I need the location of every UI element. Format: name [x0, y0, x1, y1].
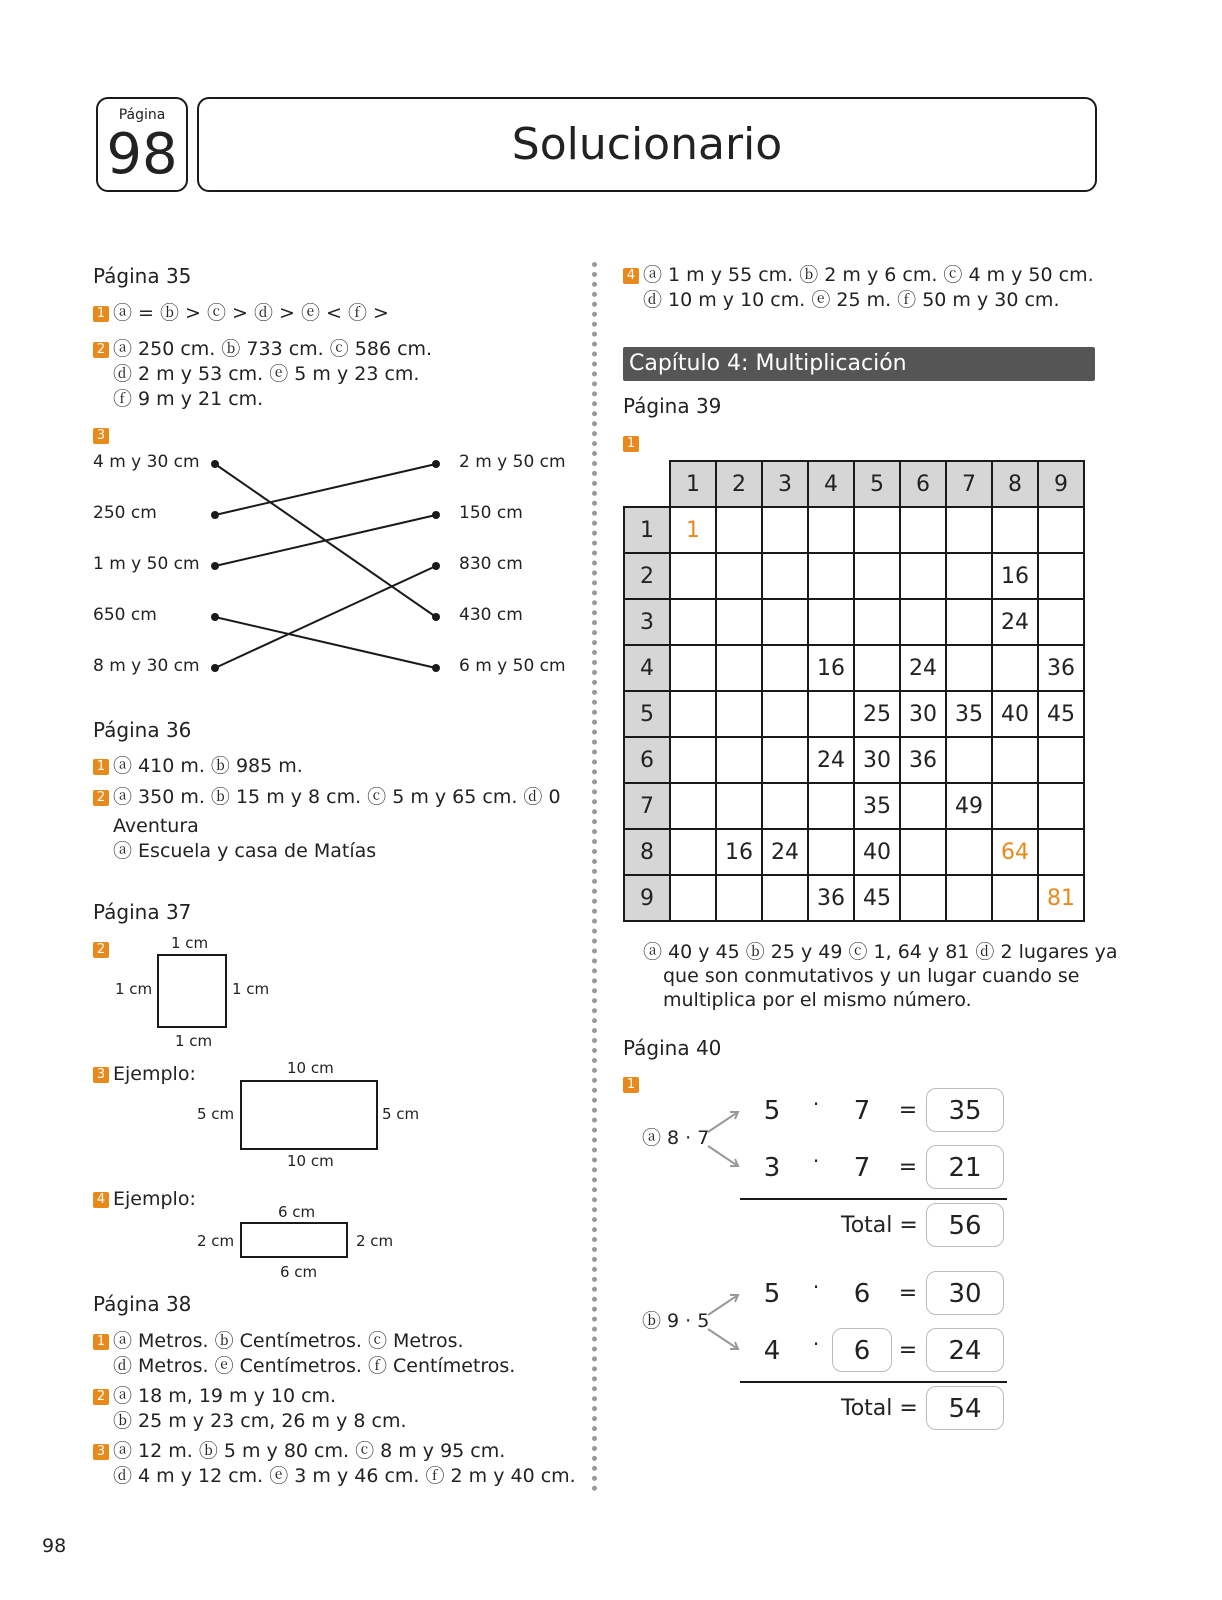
p39-answer-line2: que son conmutativos y un lugar cuando se — [663, 965, 1080, 987]
table-cell — [670, 783, 716, 829]
p38-q1-line2: ⓓ Metros. ⓔ Centímetros. ⓕ Centímetros. — [113, 1355, 516, 1377]
table-cell — [762, 737, 808, 783]
aventura-label: Aventura — [113, 815, 199, 837]
p38-q2-line2: ⓑ 25 m y 23 cm, 26 m y 8 cm. — [113, 1410, 407, 1432]
p37-q4 — [93, 1188, 196, 1210]
table-cell — [716, 691, 762, 737]
table-row — [624, 829, 1084, 875]
p39-answer-line1: ⓐ 40 y 45 ⓑ 25 y 49 ⓒ 1, 64 y 81 ⓓ 2 lugares ya — [643, 941, 1118, 963]
table-cell: 30 — [900, 691, 946, 737]
table-cell — [716, 553, 762, 599]
a-row1-dot: · — [812, 1092, 820, 1116]
table-cell: 1 — [670, 507, 716, 553]
square-shape — [157, 954, 227, 1028]
table-cell — [946, 645, 992, 691]
table-row — [624, 875, 1084, 921]
b-row2-factor1: 4 — [763, 1336, 781, 1366]
table-cell — [670, 691, 716, 737]
answer-text: Ejemplo: — [113, 1063, 196, 1085]
footer-page-number: 98 — [42, 1535, 67, 1557]
table-cell — [946, 875, 992, 921]
badge: 4 — [623, 268, 639, 284]
square-top-label: 1 cm — [171, 934, 209, 952]
p36-title: Página 36 — [93, 718, 192, 742]
p37-title: Página 37 — [93, 900, 192, 924]
row-header: 7 — [624, 783, 670, 829]
table-cell — [670, 599, 716, 645]
b-row1-equals: = — [898, 1281, 918, 1306]
a-total-label: Total = — [841, 1213, 918, 1238]
row-header: 6 — [624, 737, 670, 783]
b-row1-result: 30 — [926, 1271, 1004, 1315]
b-total-label: Total = — [841, 1396, 918, 1421]
table-cell: 36 — [900, 737, 946, 783]
table-cell — [946, 737, 992, 783]
answer-text: ⓐ 350 m. ⓑ 15 m y 8 cm. ⓒ 5 m y 65 cm. ⓓ 0 — [113, 786, 561, 808]
row-header: 4 — [624, 645, 670, 691]
rect2-top-label: 6 cm — [278, 1203, 316, 1221]
rect2-left-label: 2 cm — [197, 1232, 235, 1250]
badge: 2 — [93, 942, 109, 958]
answer-text: ⓐ 1 m y 55 cm. ⓑ 2 m y 6 cm. ⓒ 4 m y 50 cm. — [643, 264, 1094, 286]
col-header: 7 — [946, 461, 992, 507]
table-cell — [808, 783, 854, 829]
p35-q2-line3: ⓕ 9 m y 21 cm. — [113, 388, 264, 410]
table-cell — [900, 599, 946, 645]
badge: 2 — [93, 790, 109, 806]
p40-title: Página 40 — [623, 1036, 722, 1060]
table-cell — [808, 599, 854, 645]
col-header: 3 — [762, 461, 808, 507]
table-cell: 35 — [946, 691, 992, 737]
rect2-right-label: 2 cm — [356, 1232, 394, 1250]
badge: 1 — [623, 436, 639, 452]
table-cell — [670, 829, 716, 875]
a-row2-equals: = — [898, 1155, 918, 1180]
badge: 1 — [623, 1077, 639, 1093]
table-cell: 25 — [854, 691, 900, 737]
table-cell — [716, 875, 762, 921]
row-header: 2 — [624, 553, 670, 599]
rectangle-10x5 — [240, 1080, 378, 1150]
table-row — [624, 599, 1084, 645]
match-right-1: 2 m y 50 cm — [459, 452, 566, 472]
table-cell — [670, 553, 716, 599]
table-cell — [900, 875, 946, 921]
table-cell — [670, 737, 716, 783]
square-right-label: 1 cm — [232, 980, 270, 998]
table-cell — [1038, 553, 1084, 599]
table-cell — [808, 507, 854, 553]
table-cell — [762, 875, 808, 921]
a-row2-dot: · — [812, 1149, 820, 1173]
b-row2-equals: = — [898, 1338, 918, 1363]
a-row1-factor2: 7 — [853, 1096, 871, 1126]
table-cell: 45 — [1038, 691, 1084, 737]
p38-q3-line2: ⓓ 4 m y 12 cm. ⓔ 3 m y 46 cm. ⓕ 2 m y 40 cm. — [113, 1465, 576, 1487]
match-right-2: 150 cm — [459, 503, 523, 523]
table-cell — [716, 645, 762, 691]
table-cell: 35 — [854, 783, 900, 829]
p39-title: Página 39 — [623, 394, 722, 418]
table-cell — [946, 553, 992, 599]
table-cell: 16 — [716, 829, 762, 875]
table-cell — [762, 645, 808, 691]
table-cell — [900, 783, 946, 829]
table-cell — [900, 829, 946, 875]
decomp-b-label: ⓑ 9 · 5 — [642, 1310, 710, 1332]
match-right-3: 830 cm — [459, 554, 523, 574]
match-left-4: 650 cm — [93, 605, 157, 625]
p36-q2 — [93, 786, 561, 808]
match-left-2: 250 cm — [93, 503, 157, 523]
p35-title: Página 35 — [93, 264, 192, 288]
page-label: Página — [118, 107, 166, 123]
badge: 3 — [93, 1444, 109, 1460]
table-cell — [992, 875, 1038, 921]
decomp-a-arrows — [700, 1100, 750, 1180]
table-cell: 45 — [854, 875, 900, 921]
row-header: 3 — [624, 599, 670, 645]
p37-q3 — [93, 1063, 196, 1085]
p38-title: Página 38 — [93, 1292, 192, 1316]
a-row1-result: 35 — [926, 1088, 1004, 1132]
table-cell: 40 — [854, 829, 900, 875]
table-cell — [762, 507, 808, 553]
table-cell — [670, 875, 716, 921]
answer-text: ⓐ 410 m. ⓑ 985 m. — [113, 755, 303, 777]
b-row1-dot: · — [812, 1275, 820, 1299]
table-cell — [1038, 507, 1084, 553]
table-cell — [762, 553, 808, 599]
table-cell — [808, 829, 854, 875]
col-header: 4 — [808, 461, 854, 507]
rect1-right-label: 5 cm — [382, 1105, 420, 1123]
table-cell: 36 — [808, 875, 854, 921]
table-cell — [1038, 737, 1084, 783]
badge: 3 — [93, 1067, 109, 1083]
b-row2-result: 24 — [926, 1328, 1004, 1372]
table-cell — [992, 783, 1038, 829]
col-header: 8 — [992, 461, 1038, 507]
table-cell: 30 — [854, 737, 900, 783]
b-row2-factor2: 6 — [832, 1328, 892, 1372]
table-cell — [992, 645, 1038, 691]
answer-text: Ejemplo: — [113, 1188, 196, 1210]
table-cell — [992, 737, 1038, 783]
table-cell: 24 — [808, 737, 854, 783]
square-left-label: 1 cm — [115, 980, 153, 998]
p37-q2 — [93, 938, 113, 960]
a-total-result: 56 — [926, 1203, 1004, 1247]
table-cell — [854, 645, 900, 691]
square-bottom-label: 1 cm — [175, 1032, 213, 1050]
table-cell — [762, 783, 808, 829]
decomp-a-label: ⓐ 8 · 7 — [642, 1127, 710, 1149]
chapter-heading: Capítulo 4: Multiplicación — [623, 347, 1095, 381]
col-header: 6 — [900, 461, 946, 507]
table-row — [624, 507, 1084, 553]
p35-q2-line2: ⓓ 2 m y 53 cm. ⓔ 5 m y 23 cm. — [113, 363, 420, 385]
table-cell — [716, 783, 762, 829]
a-row2-factor1: 3 — [763, 1153, 781, 1183]
table-cell: 64 — [992, 829, 1038, 875]
table-row — [624, 783, 1084, 829]
table-cell — [670, 645, 716, 691]
table-cell — [900, 507, 946, 553]
col-header: 5 — [854, 461, 900, 507]
table-cell: 16 — [992, 553, 1038, 599]
rect1-bottom-label: 10 cm — [287, 1152, 334, 1170]
multiplication-table — [623, 460, 1085, 922]
table-cell — [1038, 599, 1084, 645]
badge: 4 — [93, 1192, 109, 1208]
row-header: 5 — [624, 691, 670, 737]
decomp-b-arrows — [700, 1283, 750, 1363]
p38-q1 — [93, 1330, 464, 1352]
table-cell — [946, 507, 992, 553]
answer-text: ⓐ 250 cm. ⓑ 733 cm. ⓒ 586 cm. — [113, 338, 433, 360]
badge: 2 — [93, 342, 109, 358]
table-cell — [900, 553, 946, 599]
table-row — [624, 737, 1084, 783]
p38-q3 — [93, 1440, 505, 1462]
table-cell — [762, 691, 808, 737]
b-sum-line — [740, 1381, 1007, 1383]
a-row2-result: 21 — [926, 1145, 1004, 1189]
table-cell — [946, 829, 992, 875]
table-cell: 24 — [762, 829, 808, 875]
b-row1-factor2: 6 — [853, 1279, 871, 1309]
p39-answer-line3: multiplica por el mismo número. — [663, 989, 972, 1011]
b-row2-dot: · — [812, 1332, 820, 1356]
page-number: 98 — [106, 122, 178, 187]
page-title: Solucionario — [511, 119, 783, 170]
table-cell — [716, 507, 762, 553]
table-cell: 40 — [992, 691, 1038, 737]
p40-q1 — [623, 1073, 643, 1095]
table-cell: 16 — [808, 645, 854, 691]
table-cell — [946, 599, 992, 645]
table-cell: 24 — [900, 645, 946, 691]
table-cell: 81 — [1038, 875, 1084, 921]
table-cell — [762, 599, 808, 645]
answer-text: ⓐ 18 m, 19 m y 10 cm. — [113, 1385, 337, 1407]
b-total-result: 54 — [926, 1386, 1004, 1430]
table-cell: 24 — [992, 599, 1038, 645]
row-header: 1 — [624, 507, 670, 553]
p38-q4 — [623, 264, 1094, 286]
answer-text: ⓐ 12 m. ⓑ 5 m y 80 cm. ⓒ 8 m y 95 cm. — [113, 1440, 506, 1462]
match-right-4: 430 cm — [459, 605, 523, 625]
table-row — [624, 645, 1084, 691]
p39-q1 — [623, 432, 643, 454]
table-row — [624, 691, 1084, 737]
col-header: 2 — [716, 461, 762, 507]
a-sum-line — [740, 1198, 1007, 1200]
table-row — [624, 553, 1084, 599]
p38-q2 — [93, 1385, 336, 1407]
badge: 3 — [93, 428, 109, 444]
a-row1-factor1: 5 — [763, 1096, 781, 1126]
badge: 1 — [93, 1334, 109, 1350]
table-cell — [808, 691, 854, 737]
table-cell: 36 — [1038, 645, 1084, 691]
rect1-left-label: 5 cm — [197, 1105, 235, 1123]
answer-text: ⓐ = ⓑ > ⓒ > ⓓ > ⓔ < ⓕ > — [113, 302, 389, 324]
table-cell — [992, 507, 1038, 553]
rect1-top-label: 10 cm — [287, 1059, 334, 1077]
row-header: 8 — [624, 829, 670, 875]
match-right-5: 6 m y 50 cm — [459, 656, 566, 676]
rectangle-6x2 — [240, 1222, 348, 1258]
match-left-3: 1 m y 50 cm — [93, 554, 200, 574]
col-header: 1 — [670, 461, 716, 507]
table-cell — [1038, 783, 1084, 829]
table-cell: 49 — [946, 783, 992, 829]
table-cell — [854, 599, 900, 645]
b-row1-factor1: 5 — [763, 1279, 781, 1309]
table-cell — [854, 507, 900, 553]
table-corner — [624, 461, 670, 507]
answer-text: ⓐ Metros. ⓑ Centímetros. ⓒ Metros. — [113, 1330, 464, 1352]
table-cell — [716, 599, 762, 645]
table-cell — [808, 553, 854, 599]
badge: 2 — [93, 1389, 109, 1405]
table-cell — [1038, 829, 1084, 875]
a-row2-factor2: 7 — [853, 1153, 871, 1183]
badge: 1 — [93, 306, 109, 322]
table-cell — [716, 737, 762, 783]
matching-lines — [0, 0, 600, 700]
p36-q1 — [93, 755, 303, 777]
aventura-answer: ⓐ Escuela y casa de Matías — [113, 840, 377, 862]
match-left-1: 4 m y 30 cm — [93, 452, 200, 472]
a-row1-equals: = — [898, 1098, 918, 1123]
row-header: 9 — [624, 875, 670, 921]
match-left-5: 8 m y 30 cm — [93, 656, 200, 676]
col-header: 9 — [1038, 461, 1084, 507]
rect2-bottom-label: 6 cm — [280, 1263, 318, 1281]
badge: 1 — [93, 759, 109, 775]
p38-q4-line2: ⓓ 10 m y 10 cm. ⓔ 25 m. ⓕ 50 m y 30 cm. — [643, 289, 1060, 311]
table-cell — [854, 553, 900, 599]
